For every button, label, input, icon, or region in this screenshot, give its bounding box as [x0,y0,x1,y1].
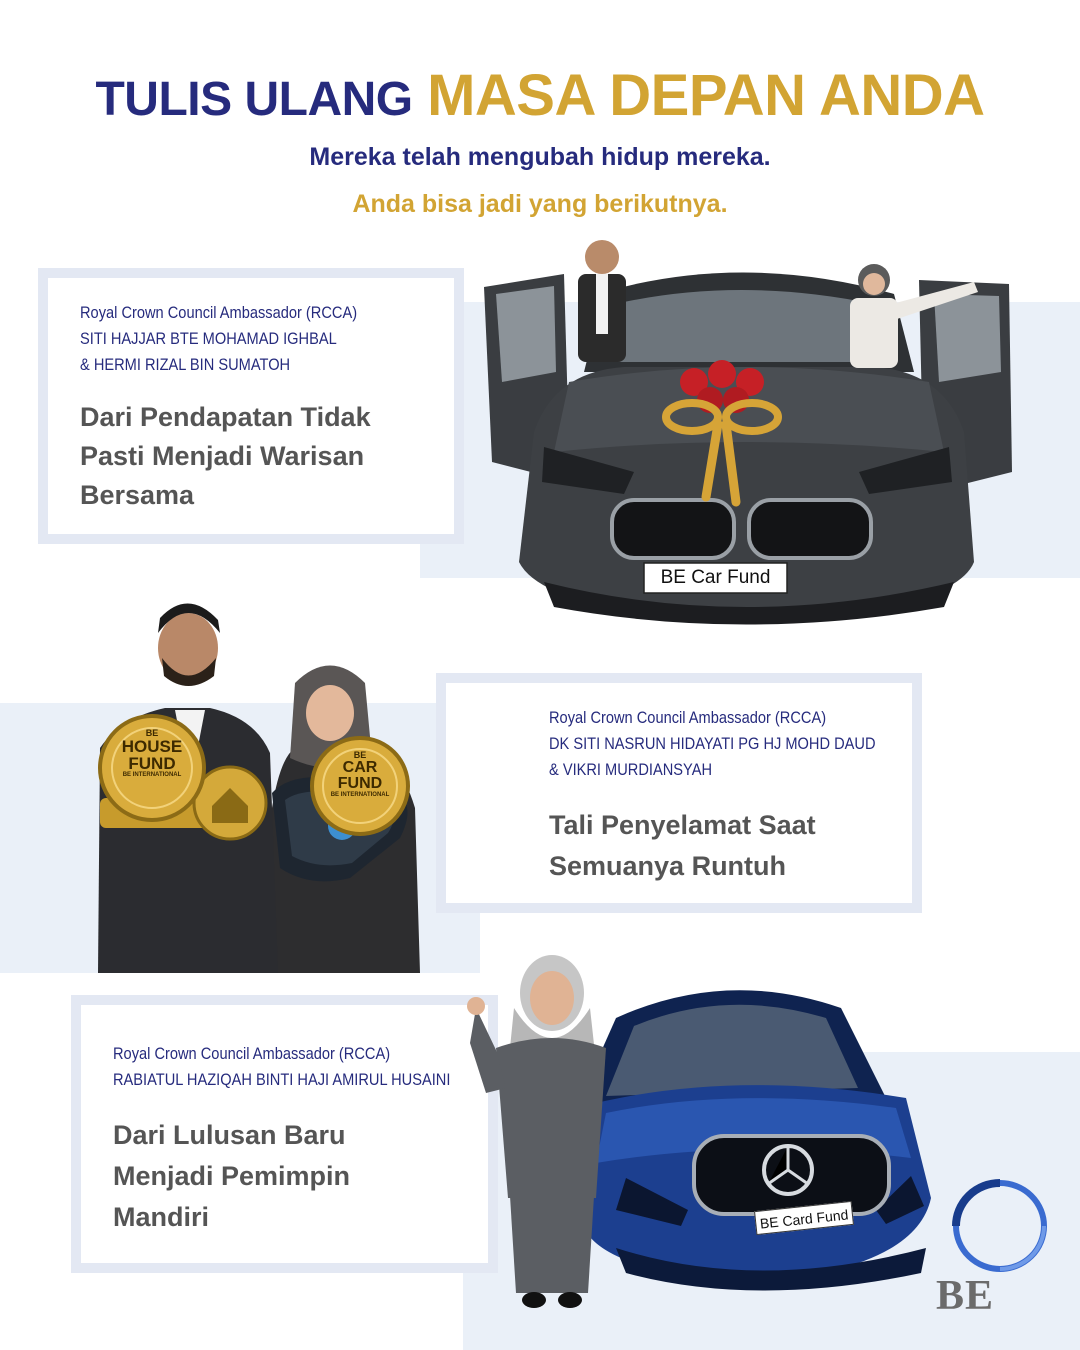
story-card-2 [436,673,922,913]
ambassador-name: & VIKRI MURDIANSYAH [549,760,713,779]
house-fund-badge [100,728,204,778]
headline-part-2: MASA DEPAN ANDA [427,63,985,128]
badge-top: BE [353,750,367,760]
license-plate: BE Car Fund [660,567,771,588]
story-title-line: Dari Pendapatan Tidak [80,402,371,432]
license-plate: BE Card Fund [754,1201,854,1235]
story-title-line: Semuanya Runtuh [549,851,787,881]
ambassador-name: RABIATUL HAZIQAH BINTI HAJI AMIRUL HUSAINI [113,1070,451,1089]
page-headline [0,62,1080,129]
story-title-line: Menjadi Pemimpin [113,1161,351,1191]
ring-logo-icon [930,1176,1060,1272]
subheadline-2: Anda bisa jadi yang berikutnya. [352,190,728,218]
badge-top: BE [145,728,159,738]
story-title-line: Mandiri [113,1202,210,1232]
ambassador-role: Royal Crown Council Ambassador (RCCA) [113,1044,391,1063]
ambassador-name: SITI HAJJAR BTE MOHAMAD IGHBAL [80,329,337,348]
story-card-3 [71,995,498,1273]
ambassador-name: DK SITI NASRUN HIDAYATI PG HJ MOHD DAUD [549,734,876,753]
story-title-line: Bersama [80,480,195,510]
story-card-1 [38,268,464,544]
story-title-line: Tali Penyelamat Saat [549,810,816,840]
subheadline-1: Mereka telah mengubah hidup mereka. [309,143,771,171]
badge-bottom: BE INTERNATIONAL [122,772,182,778]
badge-main: FUND [337,775,383,792]
ambassador-name: & HERMI RIZAL BIN SUMATOH [80,355,291,374]
badge-main: CAR [342,759,378,776]
badge-main: FUND [128,754,176,773]
story-3-car-photo [466,948,936,1340]
story-1-car-photo [474,232,1019,642]
headline-part-1: TULIS ULANG [95,73,413,126]
car-fund-badge [312,750,408,798]
ambassador-role: Royal Crown Council Ambassador (RCCA) [549,708,827,727]
story-title-line: Dari Lulusan Baru [113,1120,346,1150]
badge-bottom: BE INTERNATIONAL [330,792,390,798]
ambassador-role: Royal Crown Council Ambassador (RCCA) [80,303,358,322]
badge-main: HOUSE [121,737,183,756]
story-2-couple-photo [80,588,425,973]
logo-text: BE [935,1273,995,1319]
be-logo [930,1176,1060,1326]
story-title-line: Pasti Menjadi Warisan [80,441,365,471]
